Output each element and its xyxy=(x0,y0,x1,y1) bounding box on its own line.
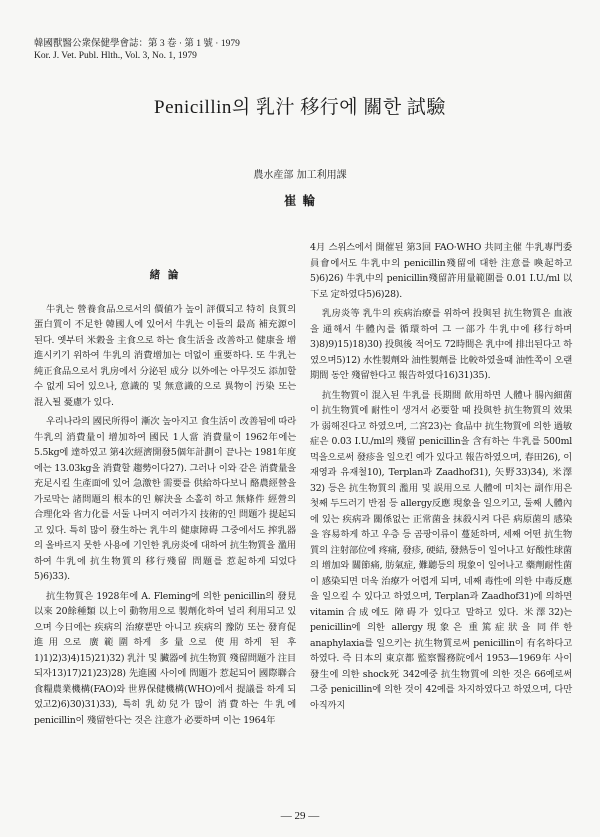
paper-title: Penicillin의 乳汁 移行에 關한 試驗 xyxy=(154,97,446,118)
section-heading-introduction: 緒 論 xyxy=(149,269,181,281)
body-paragraph: 牛乳는 營養食品으로서의 價値가 높이 評價되고 特히 良質의 蛋白質이 不足한 韓國人에 있어서 牛乳는 이들의 最高 補充源이 된다. 옛부터 米穀을 主食으로 하는 食生活을 改善하고 健康을 增進시키기 위하여 牛乳의 消費增加는 더없이 重要하다. 또 牛乳는 純正食品으로서 乳房에서 分泌된 成分 以外에는 아무것도 添加할 수 없게 되어 있으나, 意識的 및 無意識的으로 異物이 汚染 또는 混入될 憂慮가 있다. xyxy=(34,303,296,408)
journal-citation-korean: 韓國獸醫公衆保健學會誌：第 3 卷 · 第 1 號 · 1979 xyxy=(34,39,240,49)
journal-citation-english: Kor. J. Vet. Publ. Hlth., Vol. 3, No. 1, 1979 xyxy=(34,51,197,61)
body-paragraph: 4月 스위스에서 開催된 第3回 FAO·WHO 共同主催 牛乳專門委員會에서도 牛乳中의 penicillin殘留에 대한 注意를 喚起하고5)6)26) 牛乳中의 penicillin殘留許用量範圍를 0.01 I.U./ml 以下로 定하였다5)6)28). xyxy=(310,242,572,300)
body-paragraph: 抗生物質이 混入된 牛乳를 長期間 飮用하면 人體나 腸內細菌이 抗生物質에 耐性이 생겨서 必要할 때 投與한 抗生物質의 效果가 弱해진다고 하였으며, 二宮23)는 食品中 抗生物質에 의한 過敏症은 0.03 I.U./ml의 殘留 penicillin을 含有하는 牛乳를 500ml 먹을으로써 發疹을 일으킨 예가 있다고 報告하였으며, 春田26), 이재영과 유재철10), Terplan과 Zaadhof31), 矢野33)34), 米澤32) 등은 抗生物質의 濫用 및 誤用으로 人體에 미치는 副作用은 첫째 두드러기 반점 등 allergy反應 現象을 일으키고, 둘째 人體內에 있는 疾病과 關係없는 正常菌을 抹殺시켜 다른 病原菌의 感染을 容易하게 하고 우층 등 곰팡이류이 蔓延하며, 세째 어떤 抗生物質의 注射部位에 疼痛, 發疹, 硬結, 發熱등이 일어나고 好酸性球菌의 增加와 關節痛, 肪氣症, 難聽등의 現象이 일어나고 藥劑耐性菌이 感染되면 더욱 治療가 어렵게 되며, 네째 毒性에 의한 中毒反應을 일으킬 수 있다고 하였으며, Terplan과 Zaadhof31)에 의하면 vitamin合成에도 障碍가 있다고 말하고 있다. 米澤32)는 penicillin에 의한 allergy現象은 重篤症狀을 同伴한 anaphylaxia를 일으키는 抗生物質로써 penicillin이 有名하다고 하였다. 즉 日本의 東京都 監察醫務院에서 1953—1969年 사이 發生에 의한 shock死 342예중 抗生物質에 의한 것은 66예로써 그중 penicillin에 의한 것이 42예를 차지하였다고 하였으며, 다만 아직까지 xyxy=(310,389,572,711)
page-number: — 29 — xyxy=(280,810,320,822)
left-column xyxy=(34,240,296,732)
journal-header xyxy=(34,38,240,62)
body-paragraph: 抗生物質은 1928年에 A. Fleming에 의한 penicillin의 發見以來 20餘種類 以上이 動物用으로 製劑化하여 널리 利用되고 있으며 今日에는 疾病의 治療뿐만 아니고 疾病의 豫防 또는 發育促進用으로 廣範圍하게 多量으로 使用하게 된 후1)1)2)3)4)15)21)32) 乳汁 및 臟器에 抗生物質 殘留問題가 注目되자13)17)21)23)28) 先進國 사이에 問題가 惹起되어 國際聯合食糧農業機構(FAO)와 世界保健機構(WHO)에서 提議를 하게 되었고2)6)30)31)33), 특히 乳幼兒가 많이 消費하는 牛乳에 penicillin이 殘留한다는 것은 注意가 必要하며 이는 1964年 xyxy=(34,590,296,726)
right-column xyxy=(310,240,572,717)
body-paragraph: 乳房炎等 乳牛의 疾病治療를 위하여 投與된 抗生物質은 血液을 通해서 牛體內를 循環하여 그 一部가 牛乳中에 移行하며3)8)9)15)18)30) 投與後 적어도 72時間은 乳中에 排出된다고 하였으며5)12) 水性製劑와 油性製劑를 比較하였을때 油性쪽이 오랜 期間 동안 殘留한다고 報告하였다16)31)35). xyxy=(310,308,572,381)
body-paragraph: 우리나라의 國民所得이 漸次 높아지고 食生活이 改善됨에 따라 牛乳의 消費量이 增加하여 國民 1人當 消費量이 1962年에는 5.5kg에 達하였고 第4次經濟開發5個年計劃이 끝나는 1981年度에는 13.03kg을 消費할 趨勢이다27). 그러나 이와 같은 消費量을 充足시킬 生產面에 있어 急激한 需要를 供給하다보니 酪農經營을 가로막는 諸問題의 根本的인 解決을 소홀히 하고 無條件 經營의 合理化와 省力化를 서둘 나머지 여러가지 技術的인 問題가 提起되고 있다. 특히 많이 發生하는 乳牛의 健康障碍 그중에서도 搾乳器의 올바르지 못한 사용에 기인한 乳房炎에 대하여 抗生物質을 濫用하여 牛乳에 抗生物質의 移行殘留 問題를 惹起하게 되었다5)6)33). xyxy=(34,416,296,582)
author-affiliation: 農水産部 加工利用課 xyxy=(253,170,347,181)
author-name: 崔 輪 xyxy=(283,193,317,208)
